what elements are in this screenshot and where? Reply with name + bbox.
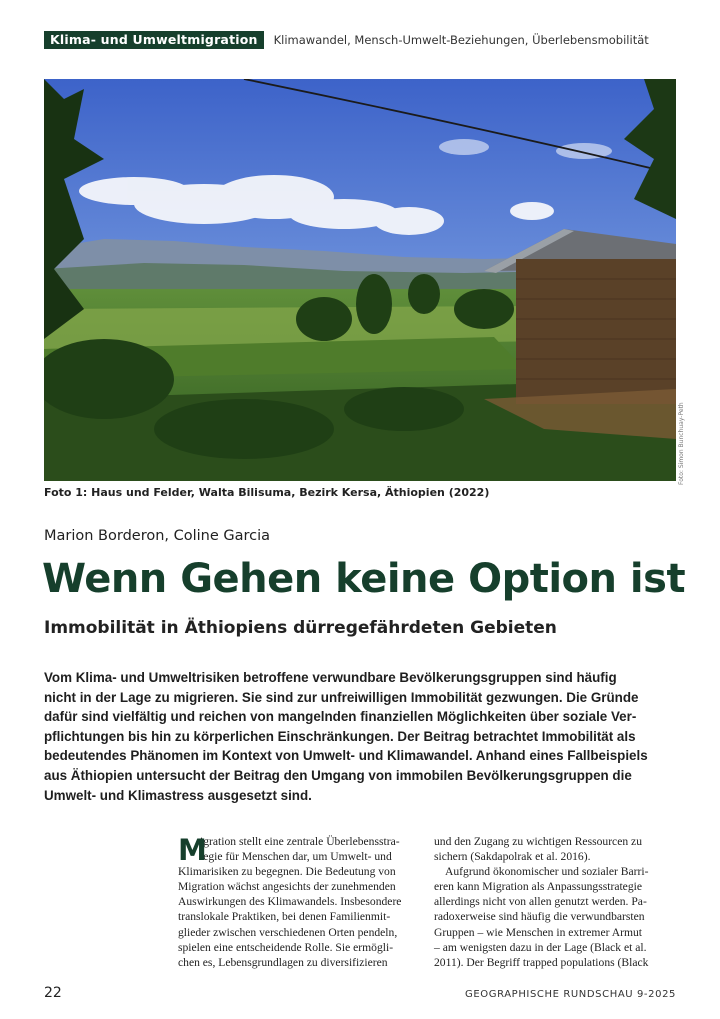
body-line: igration stellt eine zentrale Überlebensstra- <box>200 835 400 848</box>
body-line: 2011). Der Begriff trapped populations (Black <box>434 955 649 969</box>
lead-line: Vom Klima- und Umweltrisiken betroffene verwundbare Bevölkerungsgruppen sind häufig <box>44 670 617 685</box>
lead-line: Umwelt- und Klimastress ausgesetzt sind. <box>44 787 312 803</box>
body-line: allerdings nicht von allen genutzt werden. Pa- <box>434 895 647 909</box>
body-column-1 <box>178 834 420 970</box>
body-line: eren kann Migration als Anpassungsstrategie <box>434 880 642 894</box>
lead-line: pflichtungen bis hin zu körperlichen Einschränkungen. Der Beitrag betrachtet Immobilität als <box>44 728 636 744</box>
section-tag: Klima- und Umweltmigration <box>44 31 264 49</box>
body-line: Aufgrund ökonomischer und sozialer Barri- <box>445 865 649 879</box>
body-line: sichern (Sakdapolrak et al. 2016). <box>434 850 591 864</box>
lead-line: nicht in der Lage zu migrieren. Sie sind zur unfreiwilligen Immobilität gezwungen. Die Gründe <box>44 689 639 705</box>
body-line: spielen eine entscheidende Rolle. Sie ermögli- <box>178 940 394 954</box>
body-line: glieder zwischen verschiedenen Orten pendeln, <box>178 925 398 939</box>
body-line: – am wenigsten dazu in der Lage (Black et al. <box>434 940 647 954</box>
photo-illustration <box>44 79 676 481</box>
body-line: radoxerweise sind häufig die verwundbarsten <box>434 910 645 924</box>
photo-credit: Foto: Simon Bunchuay-Peth <box>678 402 685 485</box>
landscape-photo <box>44 79 676 481</box>
body-line: translokale Praktiken, bei denen Familienmit- <box>178 910 391 924</box>
body-line: Klimarisiken zu begegnen. Die Bedeutung von <box>178 865 396 879</box>
article-title: Wenn Gehen keine Option ist <box>42 556 686 602</box>
body-line: Migration wächst angesichts der zunehmenden <box>178 880 396 894</box>
topic-keywords: Klimawandel, Mensch-Umwelt-Beziehungen, Überlebensmobilität <box>273 33 649 47</box>
article-authors: Marion Borderon, Coline Garcia <box>44 528 271 544</box>
journal-name: GEOGRAPHISCHE RUNDSCHAU 9-2025 <box>465 989 676 1000</box>
body-line: und den Zugang zu wichtigen Ressourcen zu <box>434 835 642 848</box>
body-line: tegie für Menschen dar, um Umwelt- und <box>200 850 392 864</box>
body-line: Auswirkungen des Klimawandels. Insbesondere <box>178 895 402 909</box>
lead-line: aus Äthiopien untersucht der Beitrag den Umgang von immobilen Bevölkerungsgruppen die <box>44 767 632 783</box>
lead-line: bedeutendes Phänomen im Kontext von Umwelt- und Klimawandel. Anhand eines Fallbeispiels <box>44 748 648 764</box>
page-number: 22 <box>44 985 62 1001</box>
article-lead <box>44 668 648 805</box>
lead-line: dafür sind vielfältig und reichen von mangelnden finanziellen Möglichkeiten über soziale Ver- <box>44 709 637 725</box>
photo-caption: Foto 1: Haus und Felder, Walta Bilisuma, Bezirk Kersa, Äthiopien (2022) <box>44 486 490 499</box>
dropcap-letter: M <box>178 833 207 867</box>
running-header <box>44 31 676 49</box>
body-line: chen es, Lebensgrundlagen zu diversifizieren <box>178 955 388 969</box>
body-column-2 <box>434 834 676 970</box>
article-subtitle: Immobilität in Äthiopiens dürregefährdeten Gebieten <box>44 618 557 638</box>
body-line: Gruppen – wie Menschen in extremer Armut <box>434 925 642 939</box>
